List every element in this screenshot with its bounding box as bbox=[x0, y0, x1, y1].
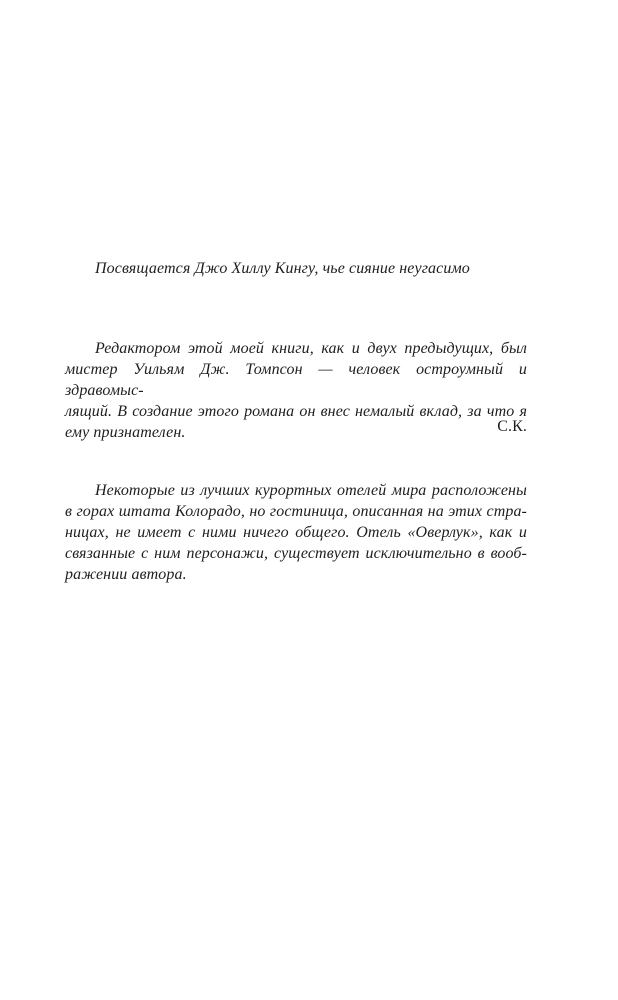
editor-note-line: Редактором этой моей книги, как и двух предыдущих, был bbox=[95, 340, 527, 357]
editor-note-line: мистер Уильям Дж. Томпсон — человек остроумный и здравомыс- bbox=[65, 361, 527, 399]
disclaimer-line: ражении автора. bbox=[65, 566, 187, 583]
dedication-line: Посвящается Джо Хиллу Кингу, чье сияние неугасимо bbox=[95, 260, 470, 277]
dedication bbox=[65, 258, 527, 279]
disclaimer-line: в горах штата Колорадо, но гостиница, описанная на этих стра- bbox=[65, 503, 527, 520]
author-initials bbox=[65, 416, 527, 437]
author-initials-text: С.К. bbox=[497, 418, 527, 435]
disclaimer-line: ницах, не имеет с ними ничего общего. Отель «Оверлук», как и bbox=[65, 524, 527, 541]
hotel-disclaimer bbox=[65, 480, 527, 585]
disclaimer-line: связанные с ним персонажи, существует исключительно в вооб- bbox=[65, 545, 527, 562]
editor-note-line: лящий. В создание этого романа он внес немалый вклад, за что я bbox=[65, 403, 527, 420]
editor-note-line: ему признателен. bbox=[65, 424, 186, 441]
disclaimer-line: Некоторые из лучших курортных отелей мира расположены bbox=[95, 482, 527, 499]
